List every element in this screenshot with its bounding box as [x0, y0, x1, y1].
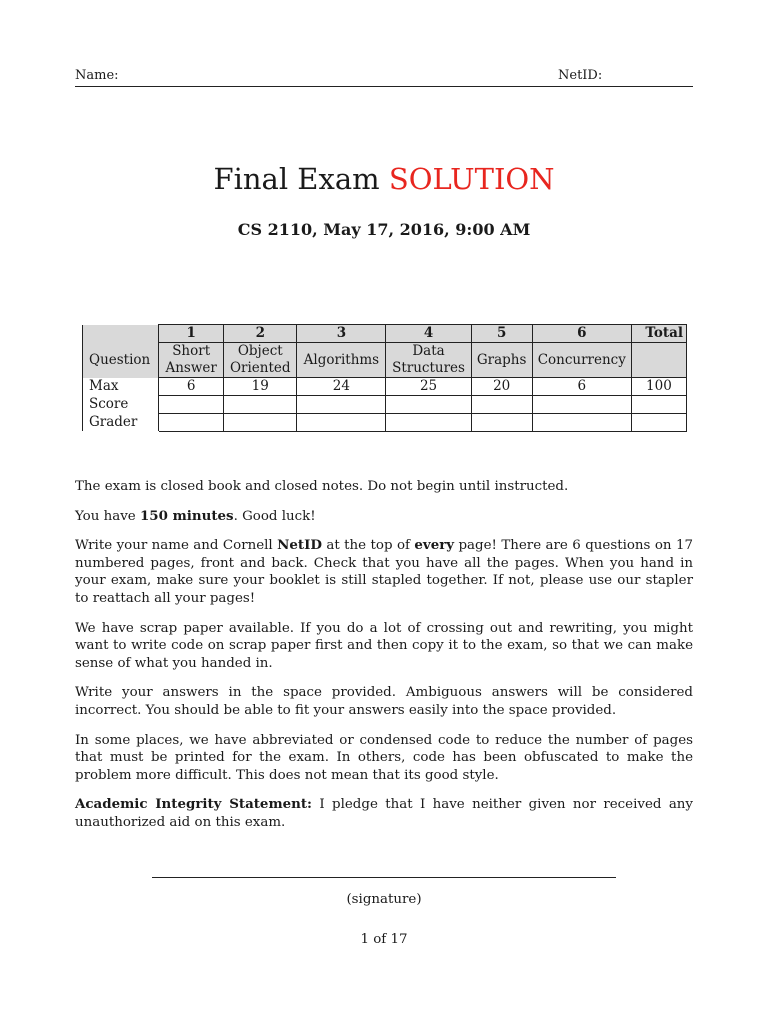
grader-cell[interactable] — [297, 414, 386, 432]
netid-emphasis: NetID — [277, 537, 322, 554]
signature-line[interactable] — [152, 877, 616, 878]
row-label-grader: Grader — [83, 414, 159, 432]
title-main: Final Exam — [213, 162, 380, 196]
instruction-closed-book: The exam is closed book and closed notes. Do not begin until instructed. — [75, 479, 569, 494]
score-cell[interactable] — [159, 396, 224, 414]
max-cell: 25 — [386, 378, 471, 396]
question-number: Total — [631, 325, 686, 343]
question-number: 2 — [224, 325, 297, 343]
table-row — [83, 414, 687, 432]
score-cell[interactable] — [297, 396, 386, 414]
score-cell[interactable] — [532, 396, 631, 414]
question-number: 1 — [159, 325, 224, 343]
topic-line: Object — [237, 343, 283, 359]
max-cell: 6 — [159, 378, 224, 396]
topic-line: Short — [172, 343, 211, 359]
signature-caption: (signature) — [346, 892, 422, 907]
instructions — [75, 478, 693, 844]
topic-line: Oriented — [229, 360, 291, 376]
topic-line: Graphs — [476, 351, 527, 368]
row-label-max: Max — [83, 378, 159, 396]
grader-cell[interactable] — [159, 414, 224, 432]
max-cell: 24 — [297, 378, 386, 396]
page-number: 1 of 17 — [360, 932, 408, 947]
score-cell[interactable] — [631, 396, 686, 414]
table-row — [83, 325, 687, 343]
topic-cell — [532, 343, 631, 378]
max-cell: 20 — [471, 378, 532, 396]
table-row — [83, 378, 687, 396]
text-run: . Good luck! — [233, 508, 316, 524]
header-name-netid — [75, 68, 693, 87]
topic-line: Structures — [392, 360, 465, 376]
row-label-score: Score — [83, 396, 159, 414]
time-limit: 150 minutes — [139, 507, 234, 524]
topic-cell — [471, 343, 532, 378]
integrity-heading: Academic Integrity Statement: — [75, 796, 313, 813]
table-row — [83, 396, 687, 414]
question-number: 3 — [297, 325, 386, 343]
topic-cell — [631, 343, 686, 378]
netid-label: NetID: — [558, 68, 603, 83]
exam-subtitle: CS 2110, May 17, 2016, 9:00 AM — [237, 220, 531, 239]
text-run: Write your name and Cornell — [75, 538, 278, 554]
text-run: You have — [75, 508, 140, 524]
integrity-statement — [75, 796, 693, 831]
every-emphasis: every — [414, 537, 455, 554]
name-label: Name: — [75, 68, 119, 83]
title-accent: SOLUTION — [388, 162, 555, 196]
topic-line: Answer — [165, 360, 217, 376]
grader-cell[interactable] — [532, 414, 631, 432]
topic-cell — [386, 343, 471, 378]
text-run: page! There are 6 questions on 17 numbered pages, front and back. Check that you have all the pages. When you hand in your exam, make sure your booklet is still stapled together. If not, please use our stapler to reattach all your pages! — [75, 538, 693, 606]
topic-cell — [297, 343, 386, 378]
question-number: 4 — [386, 325, 471, 343]
grader-cell[interactable] — [386, 414, 471, 432]
topic-cell — [224, 343, 297, 378]
text-run: at the top of — [321, 538, 415, 554]
row-label-question: Question — [83, 343, 159, 378]
instruction-answers: Write your answers in the space provided. Ambiguous answers will be considered incorrect. You should be able to fit your answers easily into the space provided. — [75, 685, 693, 718]
topic-line: Algorithms — [303, 351, 380, 368]
instruction-code-style: In some places, we have abbreviated or condensed code to reduce the number of pages that must be printed for the exam. In others, code has been obfuscated to make the problem more difficult. This does not mean that its good style. — [75, 732, 693, 783]
topic-line: Data — [412, 343, 445, 359]
grade-table — [82, 324, 687, 432]
topic-cell — [159, 343, 224, 378]
question-number: 5 — [471, 325, 532, 343]
grader-cell[interactable] — [631, 414, 686, 432]
instruction-name-netid — [75, 537, 693, 607]
table-corner — [83, 325, 159, 343]
max-cell: 19 — [224, 378, 297, 396]
page-title — [0, 162, 768, 196]
table-row — [83, 343, 687, 378]
grader-cell[interactable] — [471, 414, 532, 432]
max-cell: 6 — [532, 378, 631, 396]
instruction-scrap-paper: We have scrap paper available. If you do a lot of crossing out and rewriting, you might want to write code on scrap paper first and then copy it to the exam, so that we can make sense of what you handed in. — [75, 620, 693, 671]
grader-cell[interactable] — [224, 414, 297, 432]
instruction-time — [75, 508, 693, 526]
score-cell[interactable] — [224, 396, 297, 414]
score-cell[interactable] — [471, 396, 532, 414]
question-number: 6 — [532, 325, 631, 343]
score-cell[interactable] — [386, 396, 471, 414]
max-cell: 100 — [631, 378, 686, 396]
topic-line: Concurrency — [537, 351, 626, 368]
text-run: I pledge that I have neither given nor received any unauthorized aid on this exam. — [75, 797, 693, 830]
